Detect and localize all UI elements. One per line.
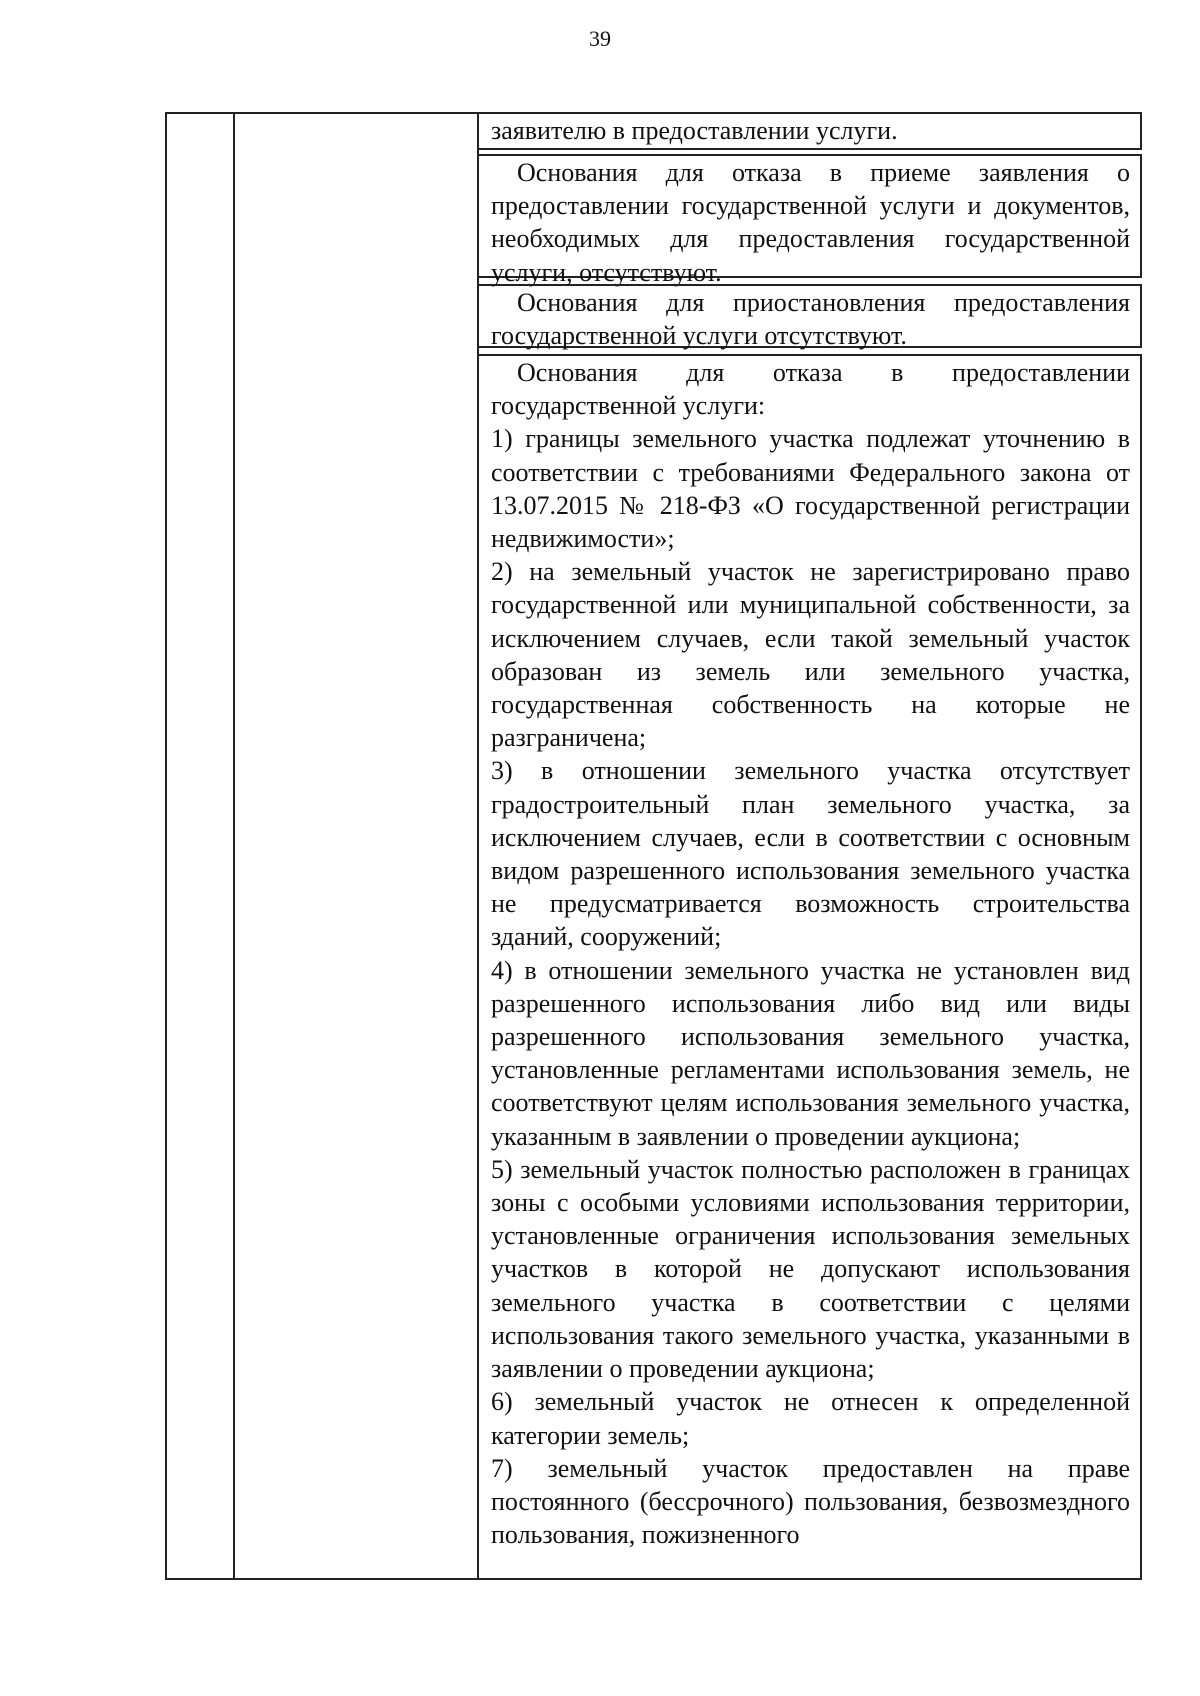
refusal-item-3: 3) в отношении земельного участка отсутствует градостроительный план земельного участка, за исключением случаев, если в соответствии с основным видом разрешенного использования земельного участка не предусматривается возможность строительства зданий, сооружений; [491, 756, 1130, 952]
page-number: 39 [589, 26, 611, 51]
cell-suspension-grounds [477, 284, 1142, 351]
description-column [477, 114, 1142, 1578]
refusal-item-4: 4) в отношении земельного участка не установлен вид разрешенного использования либо вид или виды разрешенного использования земельного участка, установленные регламентами использования земель, не соответствуют целям использования земельного участка, указанным в заявлении о проведении аукциона; [491, 955, 1130, 1151]
cell-text: Основания для приостановления предоставления государственной услуги отсутствуют. [491, 288, 1130, 351]
services-table [165, 112, 1142, 1580]
cell-acceptance-refusal-grounds [477, 154, 1142, 287]
refusal-item-1: 1) границы земельного участка подлежат уточнению в соответствии с требованиями Федерального закона от 13.07.2015 № 218-ФЗ «О государственной регистрации недвижимости»; [491, 424, 1130, 554]
cell-refusal-grounds [477, 354, 1142, 1578]
refusal-item-2: 2) на земельный участок не зарегистрировано право государственной или муниципальной собственности, за исключением случаев, если такой земельный участок образован из земель или земельного участка, государственная собственность на которые не разграничена; [491, 557, 1130, 753]
cell-text: Основания для отказа в приеме заявления о предоставлении государственной услуги и документов, необходимых для предоставления государственной услуги, отсутствуют. [491, 158, 1130, 287]
refusal-item-7: 7) земельный участок предоставлен на праве постоянного (бессрочного) пользования, безвозмездного пользования, пожизненного [491, 1453, 1130, 1550]
refusal-item-6: 6) земельный участок не отнесен к определенной категории земель; [491, 1387, 1130, 1450]
cell-refusal-note [477, 114, 1142, 150]
cell-text: заявителю в предоставлении услуги. [491, 116, 898, 145]
refusal-item-5: 5) земельный участок полностью расположен в границах зоны с особыми условиями использования территории, установленные ограничения использования земельных участков в которой не допускают использования земельного участка в соответствии с целями использования такого земельного участка, указанными в заявлении о проведении аукциона; [491, 1154, 1130, 1384]
column-divider-1 [233, 114, 235, 1578]
refusal-heading: Основания для отказа в предоставлении государственной услуги: [491, 358, 1130, 421]
